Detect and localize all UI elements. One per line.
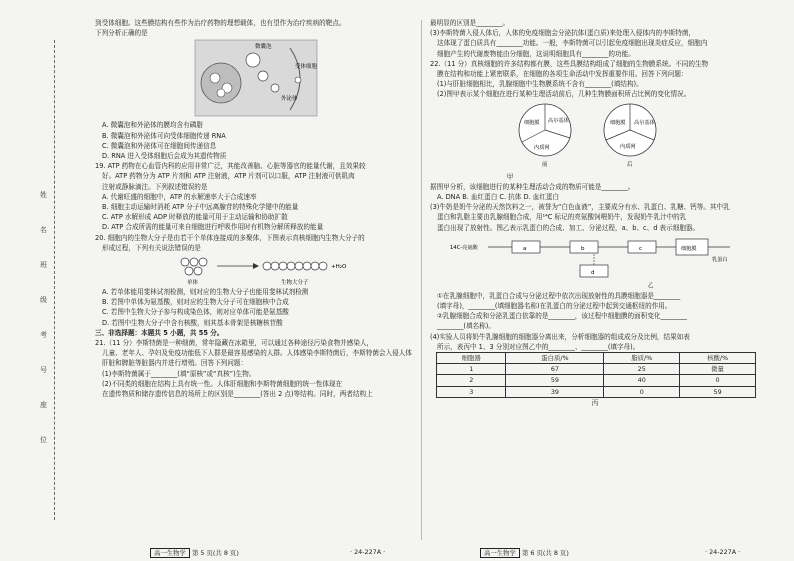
- fig-box-label: d: [591, 269, 595, 276]
- table-cell: 59: [506, 375, 604, 386]
- fig-box-label: a: [523, 245, 527, 252]
- fig-label: 外泌体: [281, 96, 298, 103]
- q18-option: D. RNA 进入受体细胞后会成为其遗传物质: [102, 152, 227, 161]
- q22-text: 蛋白出现了放射性。图乙表示乳蛋白的合成、加工、分泌过程，a、b、c、d 表示细胞器。: [437, 223, 700, 232]
- fig-box-label: 细胞膜: [681, 245, 697, 252]
- pie-before: [519, 104, 571, 156]
- q22-text: (填字母)，________(填细胞器名称)在乳蛋白的分泌过程中起到交通枢纽的作用。: [437, 302, 672, 311]
- page-6: [430, 18, 760, 546]
- q22-text: 膜在结构和功能上紧密联系，在细胞的各项生命活动中发挥重要作用。回答下列问题：: [437, 70, 688, 79]
- page-divider: [421, 20, 422, 540]
- fig-label: 14C-亮氨酸: [450, 244, 478, 251]
- pie-caption: 后: [627, 161, 633, 168]
- sidebar-char: 号: [40, 366, 47, 374]
- table-row: [437, 375, 756, 386]
- q22-text: (2)图甲表示某个细胞在进行某种生理活动前后，几种生物膜面积所占比例的变化情况。: [437, 90, 691, 99]
- q22-text: ________(填名称)。: [437, 322, 495, 331]
- sidebar-char: 位: [40, 436, 47, 444]
- q22-text: 22.（11 分）真核细胞的许多结构都有膜，这些具膜结构组成了细胞的生物膜系统。不同的生物: [430, 59, 709, 68]
- q21-text: 这体现了蛋白质具有________功能。一般，李斯特菌可以引起免疫细胞出现炎症反应，细胞内: [437, 39, 708, 48]
- q22-text: (1)与肝脏细胞相比，乳腺细胞中生物膜系统不含有________(填结构)。: [437, 80, 643, 89]
- q18-text: 下列分析正确的是: [95, 29, 148, 38]
- q21-text: 肝脏和脾脏等脏器内并进行增殖。回答下列问题：: [102, 359, 248, 368]
- sidebar-char: 姓: [40, 191, 47, 199]
- q20-option: A. 若单体能用斐林试剂检测，则对应的生物大分子也能用斐林试剂检测: [102, 288, 309, 297]
- fig-label: +H₂O: [331, 264, 347, 271]
- fig-label: 乳蛋白: [712, 256, 728, 263]
- q19-text: 注射或静脉滴注。下列叙述错误的是: [102, 182, 208, 191]
- q18-option: C. 微囊泡和外泌体可在细胞间传递信息: [102, 141, 217, 150]
- sidebar-char: 座: [40, 401, 47, 409]
- pie-label: 高尔基体: [634, 119, 655, 126]
- table-cell: 0: [604, 386, 680, 397]
- q20-option: D. 若图中生物大分子中含有核酸，则其基本骨架是核糖核苷酸: [102, 318, 283, 327]
- q18-vesicle-figure: [95, 38, 413, 120]
- q22-option: A. DNA B. 血红蛋白 C. 抗体 D. 血红蛋白: [437, 193, 560, 202]
- q20-option: B. 若图中单体为氨基酸，则对应的生物大分子可在细胞核中合成: [102, 298, 289, 307]
- q22-text: (4)实验人员将奶牛乳腺细胞的细胞器分离出来，分析细胞器的组成成分及比例，结果如表: [430, 332, 690, 341]
- q21-text: 细胞产生的代谢废物能由分细胞，这说明细胞具有________的功能。: [437, 49, 635, 58]
- q19-option: C. ATP 水解形成 ADP 时释放的能量可用于主动运输和协助扩散: [102, 213, 288, 222]
- figure-caption: 甲: [506, 172, 514, 181]
- organelle-table: [436, 352, 756, 398]
- q19-option: B. 细胞主动运输时消耗 ATP 分子中远离腺苷的特殊化学键中的能量: [102, 203, 299, 212]
- table-header: 核酸/%: [680, 353, 756, 364]
- q18-option: A. 微囊泡和外泌体的膜均含有磷脂: [102, 121, 203, 130]
- table-cell: 3: [437, 386, 506, 397]
- q22-text: 所示，表丙中 1、3 分别对应图乙中的________、________(填字母)。: [437, 342, 640, 351]
- table-cell: 59: [680, 386, 756, 397]
- table-cell: 39: [506, 386, 604, 397]
- footer-page: 第 6 页(共 8 页): [522, 549, 569, 557]
- q20-text: 20. 细胞内的生物大分子是由若干个单体连接成的多聚体，下图表示真核细胞内生物大分子的: [95, 233, 365, 242]
- q21-text: 在遗传物质和储存遗传信息的场所上的区别是________(答出 2 点)等结构。同时，两者结构上: [102, 390, 373, 399]
- cut-line: [54, 40, 55, 520]
- q21-text: 21.（11 分）李斯特菌是一种细菌，常年隐藏在冰箱里，可以通过各种途径污染食物并感染人，: [95, 339, 374, 348]
- pie-label: 细胞膜: [610, 119, 626, 126]
- table-caption: 丙: [591, 398, 599, 407]
- footer-code: · 24-227A ·: [350, 548, 386, 556]
- fig-label: 微囊泡: [255, 44, 272, 51]
- footer-page: 第 5 页(共 8 页): [192, 549, 239, 557]
- table-cell: 40: [604, 375, 680, 386]
- pie-label: 细胞膜: [524, 119, 540, 126]
- table-header: 蛋白质/%: [506, 353, 604, 364]
- fig-label: 生物大分子: [281, 280, 309, 287]
- q19-text: 好。ATP 药物分为 ATP 片剂和 ATP 注射液，ATP 片剂可以口服，ATP 注射液可供肌肉: [102, 172, 355, 181]
- binding-margin: [10, 40, 70, 520]
- pie-label: 内质网: [620, 143, 636, 150]
- sidebar-char: 班: [40, 261, 47, 269]
- q21-text: (1)李斯特菌属于________(填“原核”或“真核”)生物。: [102, 369, 256, 378]
- q22-text: 据图甲分析，该细胞进行的某种生理活动合成的物质可能是________。: [430, 182, 635, 191]
- q22-text: ①在乳腺细胞中，乳蛋白合成与分泌过程中依次出现放射性的具膜细胞器是________: [437, 291, 681, 300]
- q19-text: 19. ATP 药物在心血管内科的应用非常广泛，其能改善脑、心脏等器官的能量代谢，且效果较: [95, 162, 366, 171]
- q19-option: A. 代谢旺盛的细胞中，ATP 的水解速率大于合成速率: [102, 192, 257, 201]
- fig-box-label: c: [639, 245, 643, 252]
- table-cell: 微量: [680, 364, 756, 375]
- footer-subject: 高一生物学: [480, 548, 520, 558]
- table-header: 细胞器: [437, 353, 506, 364]
- pie-after: [604, 104, 656, 156]
- pie-label: 内质网: [534, 144, 550, 151]
- pie-caption: 前: [542, 161, 548, 168]
- table-cell: 2: [437, 375, 506, 386]
- table-cell: 67: [506, 364, 604, 375]
- table-row: [437, 386, 756, 397]
- sidebar-char: 考: [40, 331, 47, 339]
- q20-text: 形成过程，下列有关说法错误的是: [102, 243, 201, 252]
- sidebar-char: 名: [40, 226, 47, 234]
- q22-text: ②乳腺细胞合成和分泌乳蛋白依靠的是________，该过程中细胞膜的面积变化________: [437, 312, 687, 321]
- sidebar-char: 级: [40, 296, 47, 304]
- table-row: [437, 364, 756, 375]
- q21-text: 最明显的区别是________。: [430, 19, 510, 27]
- footer-subject: 高一生物学: [150, 548, 190, 558]
- q18-option: B. 微囊泡和外泌体可向受体细胞传递 RNA: [102, 131, 226, 140]
- q22-text: (3)牛奶是奶牛分泌的天然饮料之一，被誉为“白色血液”，主要成分有水、乳蛋白、乳糖、钙等。其中乳: [430, 203, 730, 212]
- q20-monomer-figure: [95, 253, 413, 287]
- fig-box-label: b: [581, 245, 585, 252]
- section-heading: 三、非选择题：本题共 5 小题，共 55 分。: [95, 328, 224, 337]
- left-footer: [150, 548, 239, 557]
- q21-text: (3)李斯特菌入侵人体后，人体的免疫细胞会分泌抗体(蛋白质)来处理入侵体内的李斯特菌，: [430, 29, 696, 38]
- page-5: [95, 18, 413, 546]
- pie-label: 高尔基体: [548, 117, 569, 124]
- q18-text: 到受体细胞。这些膜结构有些作为治疗药物的理想载体，也有望作为治疗疾病的靶点。: [95, 19, 346, 27]
- q21-text: 儿童、老年人、孕妇及免疫功能低下人群是最容易感染的人群。人体感染李斯特菌后，李斯特菌会入侵人体: [102, 349, 412, 358]
- fig-caption: 乙: [648, 282, 654, 289]
- fig-label: 受体细胞: [295, 64, 318, 71]
- q21-text: (2)不同类的细胞在结构上具有统一性。人体肝细胞和李斯特菌细胞的统一性体现在: [102, 379, 343, 388]
- table-header: 脂质/%: [604, 353, 680, 364]
- fig-label: 单体: [187, 280, 199, 287]
- q22-text: 蛋白和乳脂主要由乳腺细胞合成，用¹⁴C 标记的亮氨酸饲喂奶牛，发现奶牛乳汁中的乳: [437, 213, 687, 222]
- figure-yi-pathway: [430, 233, 760, 291]
- table-cell: 1: [437, 364, 506, 375]
- table-cell: 25: [604, 364, 680, 375]
- q19-option: D. ATP 合成所需的能量可来自细胞进行呼吸作用时有机物分解所释放的能量: [102, 223, 324, 232]
- footer-code: · 24-227A ·: [705, 548, 741, 556]
- q20-option: C. 若图中生物大分子参与构成染色体，则对应单体可能是氨基酸: [102, 308, 289, 317]
- right-footer: [480, 548, 569, 557]
- figure-jia-pies: [430, 100, 760, 172]
- table-cell: 0: [680, 375, 756, 386]
